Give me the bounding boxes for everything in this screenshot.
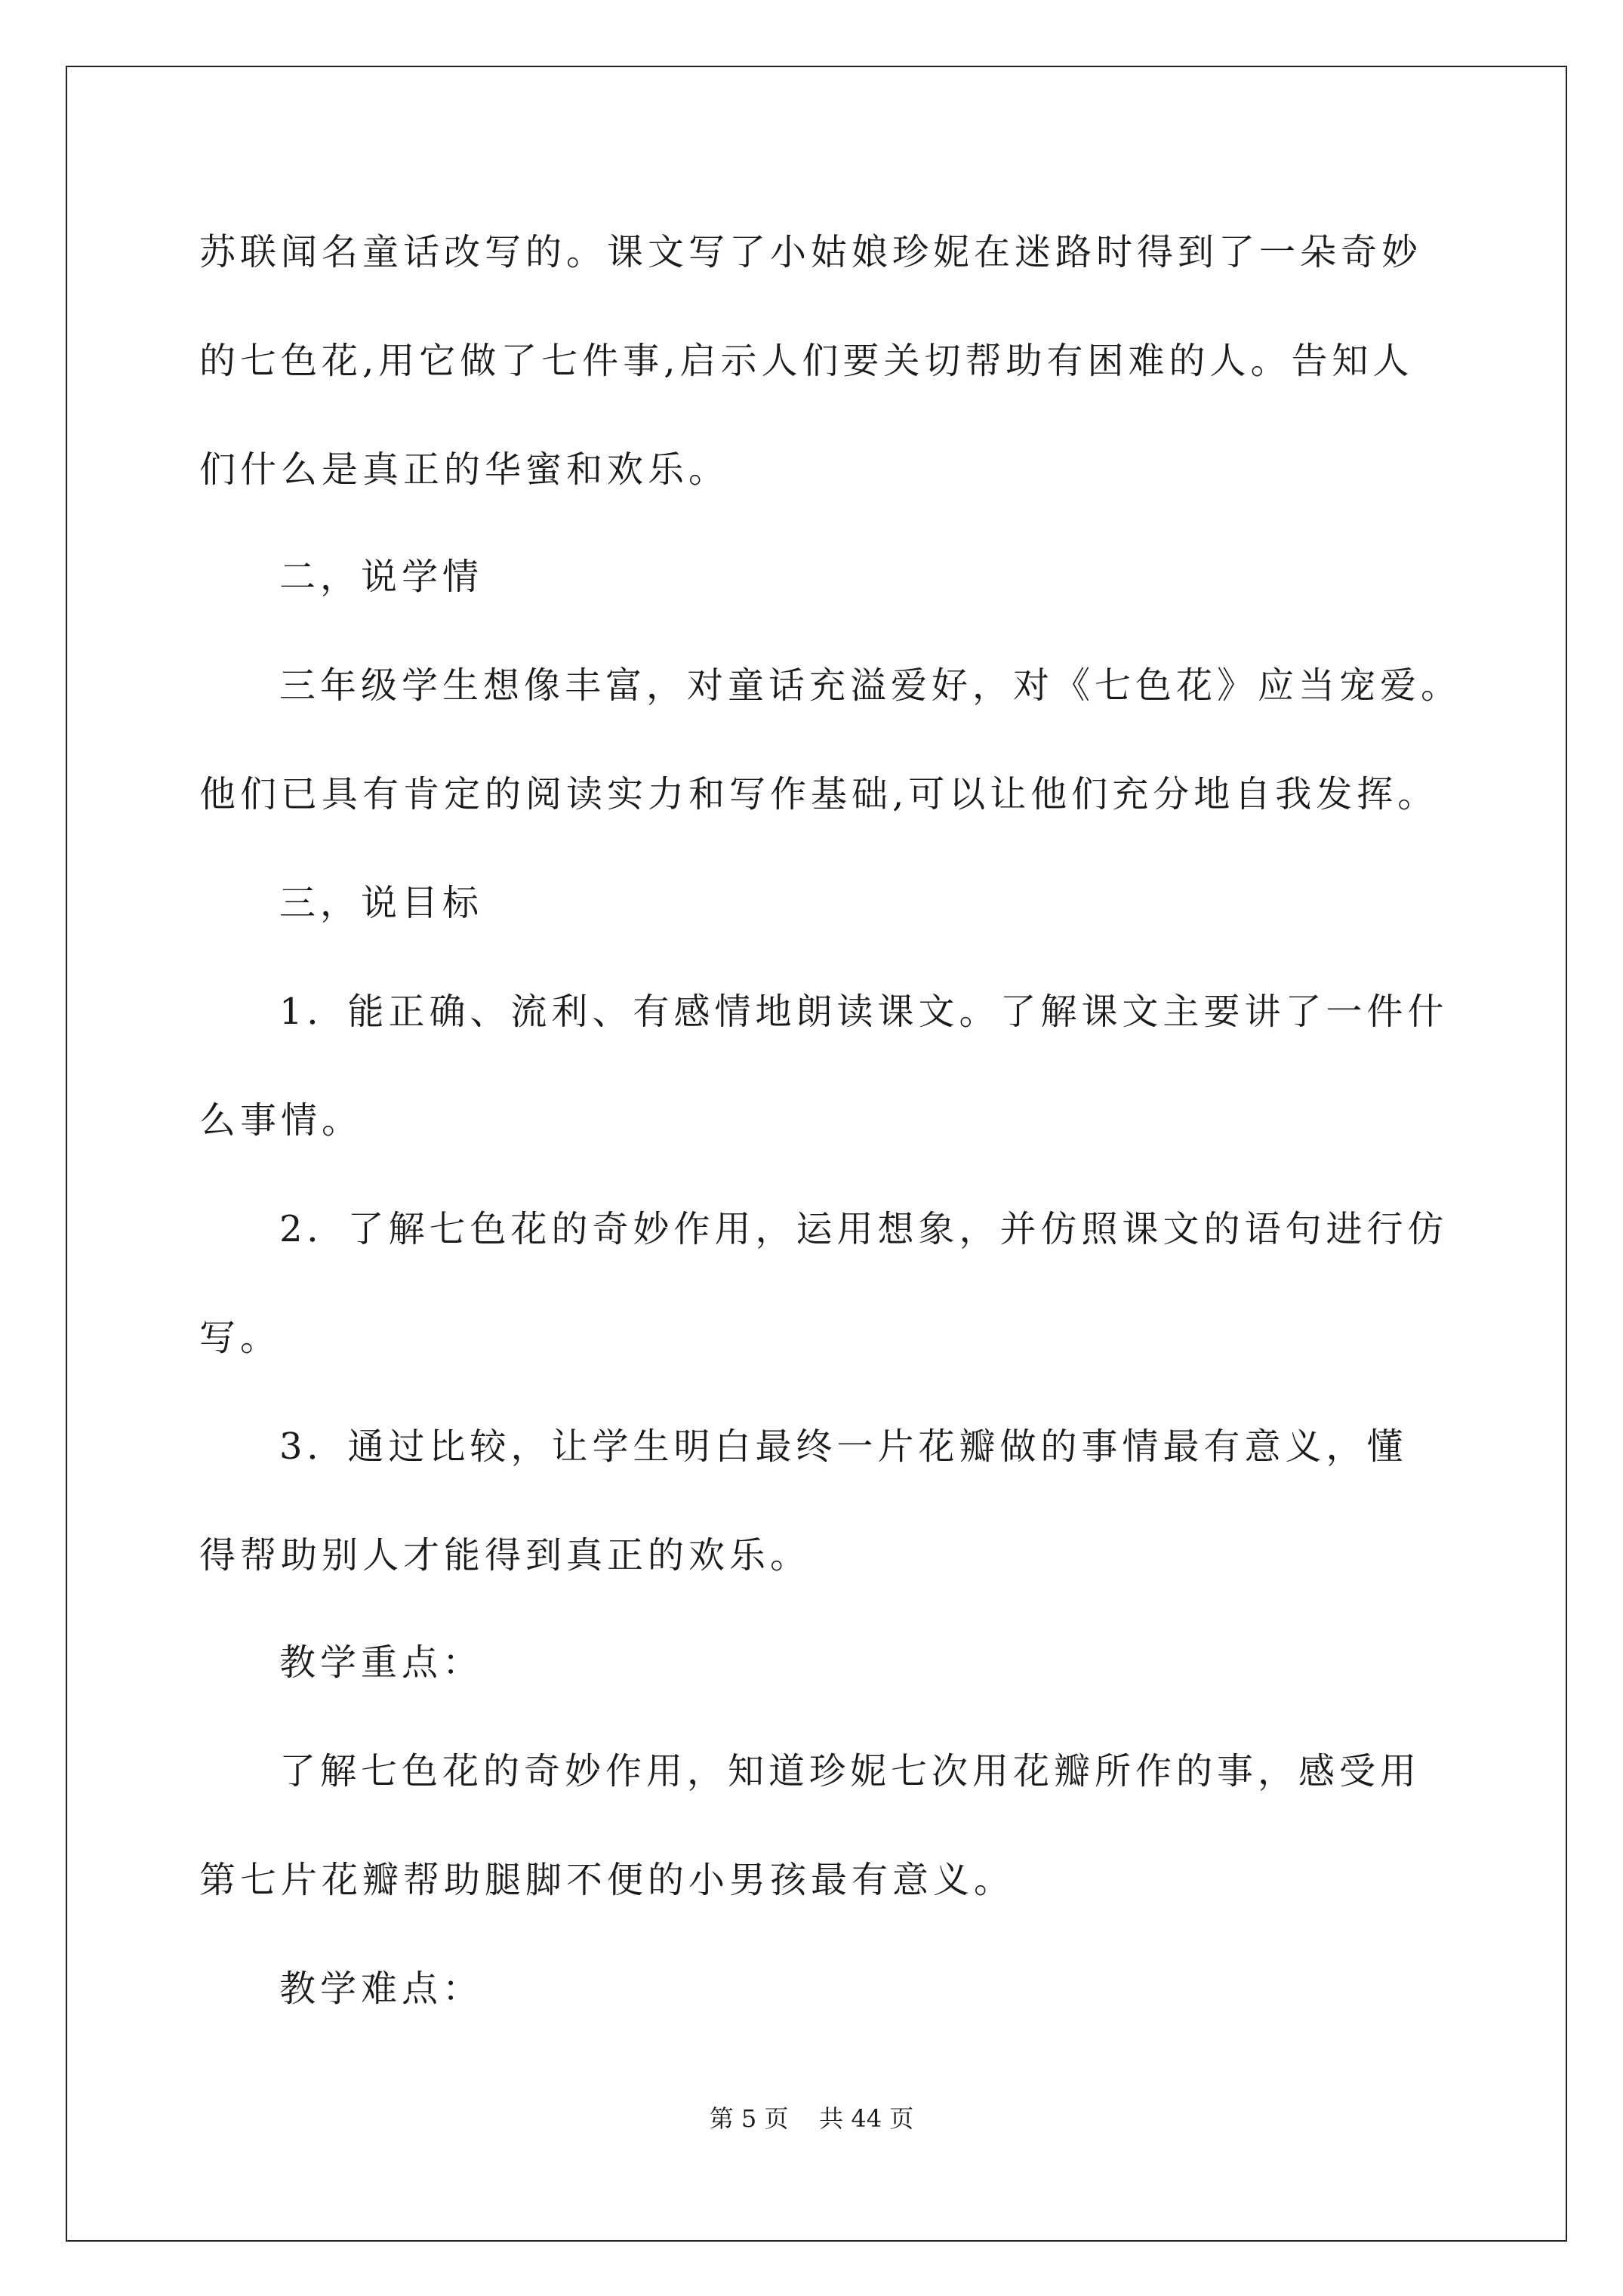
goal-item-2-cont: 写。 xyxy=(199,1317,282,1359)
section-heading-key-points: 教学重点： xyxy=(279,1641,484,1684)
key-points-text: 了解七色花的奇妙作用，知道珍妮七次用花瓣所作的事，感受用 xyxy=(279,1750,1421,1792)
text-line-1: 苏联闻名童话改写的。课文写了小姑娘珍妮在迷路时得到了一朵奇妙 xyxy=(199,231,1423,273)
page-border xyxy=(66,66,1567,2242)
text-line-3: 们什么是真正的华蜜和欢乐。 xyxy=(199,448,730,491)
page-total: 共 44 页 xyxy=(819,2104,914,2133)
goal-item-3-cont: 得帮助别人才能得到真正的欢乐。 xyxy=(199,1534,812,1576)
goal-item-1: 1．能正确、流利、有感情地朗读课文。了解课文主要讲了一件什 xyxy=(279,991,1449,1033)
section-heading-learning: 二，说学情 xyxy=(279,556,484,598)
text-line-6: 他们已具有肯定的阅读实力和写作基础,可以让他们充分地自我发挥。 xyxy=(199,773,1439,815)
goal-item-1-cont: 么事情。 xyxy=(199,1099,363,1142)
key-points-text-cont: 第七片花瓣帮助腿脚不便的小男孩最有意义。 xyxy=(199,1859,1015,1901)
section-heading-goals: 三，说目标 xyxy=(279,882,484,924)
page-footer xyxy=(0,2103,1623,2134)
section-heading-difficulties: 教学难点： xyxy=(279,1968,484,2010)
goal-item-3: 3．通过比较，让学生明白最终一片花瓣做的事情最有意义，懂 xyxy=(279,1425,1408,1468)
page-number: 第 5 页 xyxy=(709,2104,789,2133)
text-line-5: 三年级学生想像丰富，对童话充溢爱好，对《七色花》应当宠爱。 xyxy=(279,664,1462,707)
text-line-2: 的七色花,用它做了七件事,启示人们要关切帮助有困难的人。告知人 xyxy=(199,340,1414,382)
goal-item-2: 2．了解七色花的奇妙作用，运用想象，并仿照课文的语句进行仿 xyxy=(279,1208,1449,1250)
